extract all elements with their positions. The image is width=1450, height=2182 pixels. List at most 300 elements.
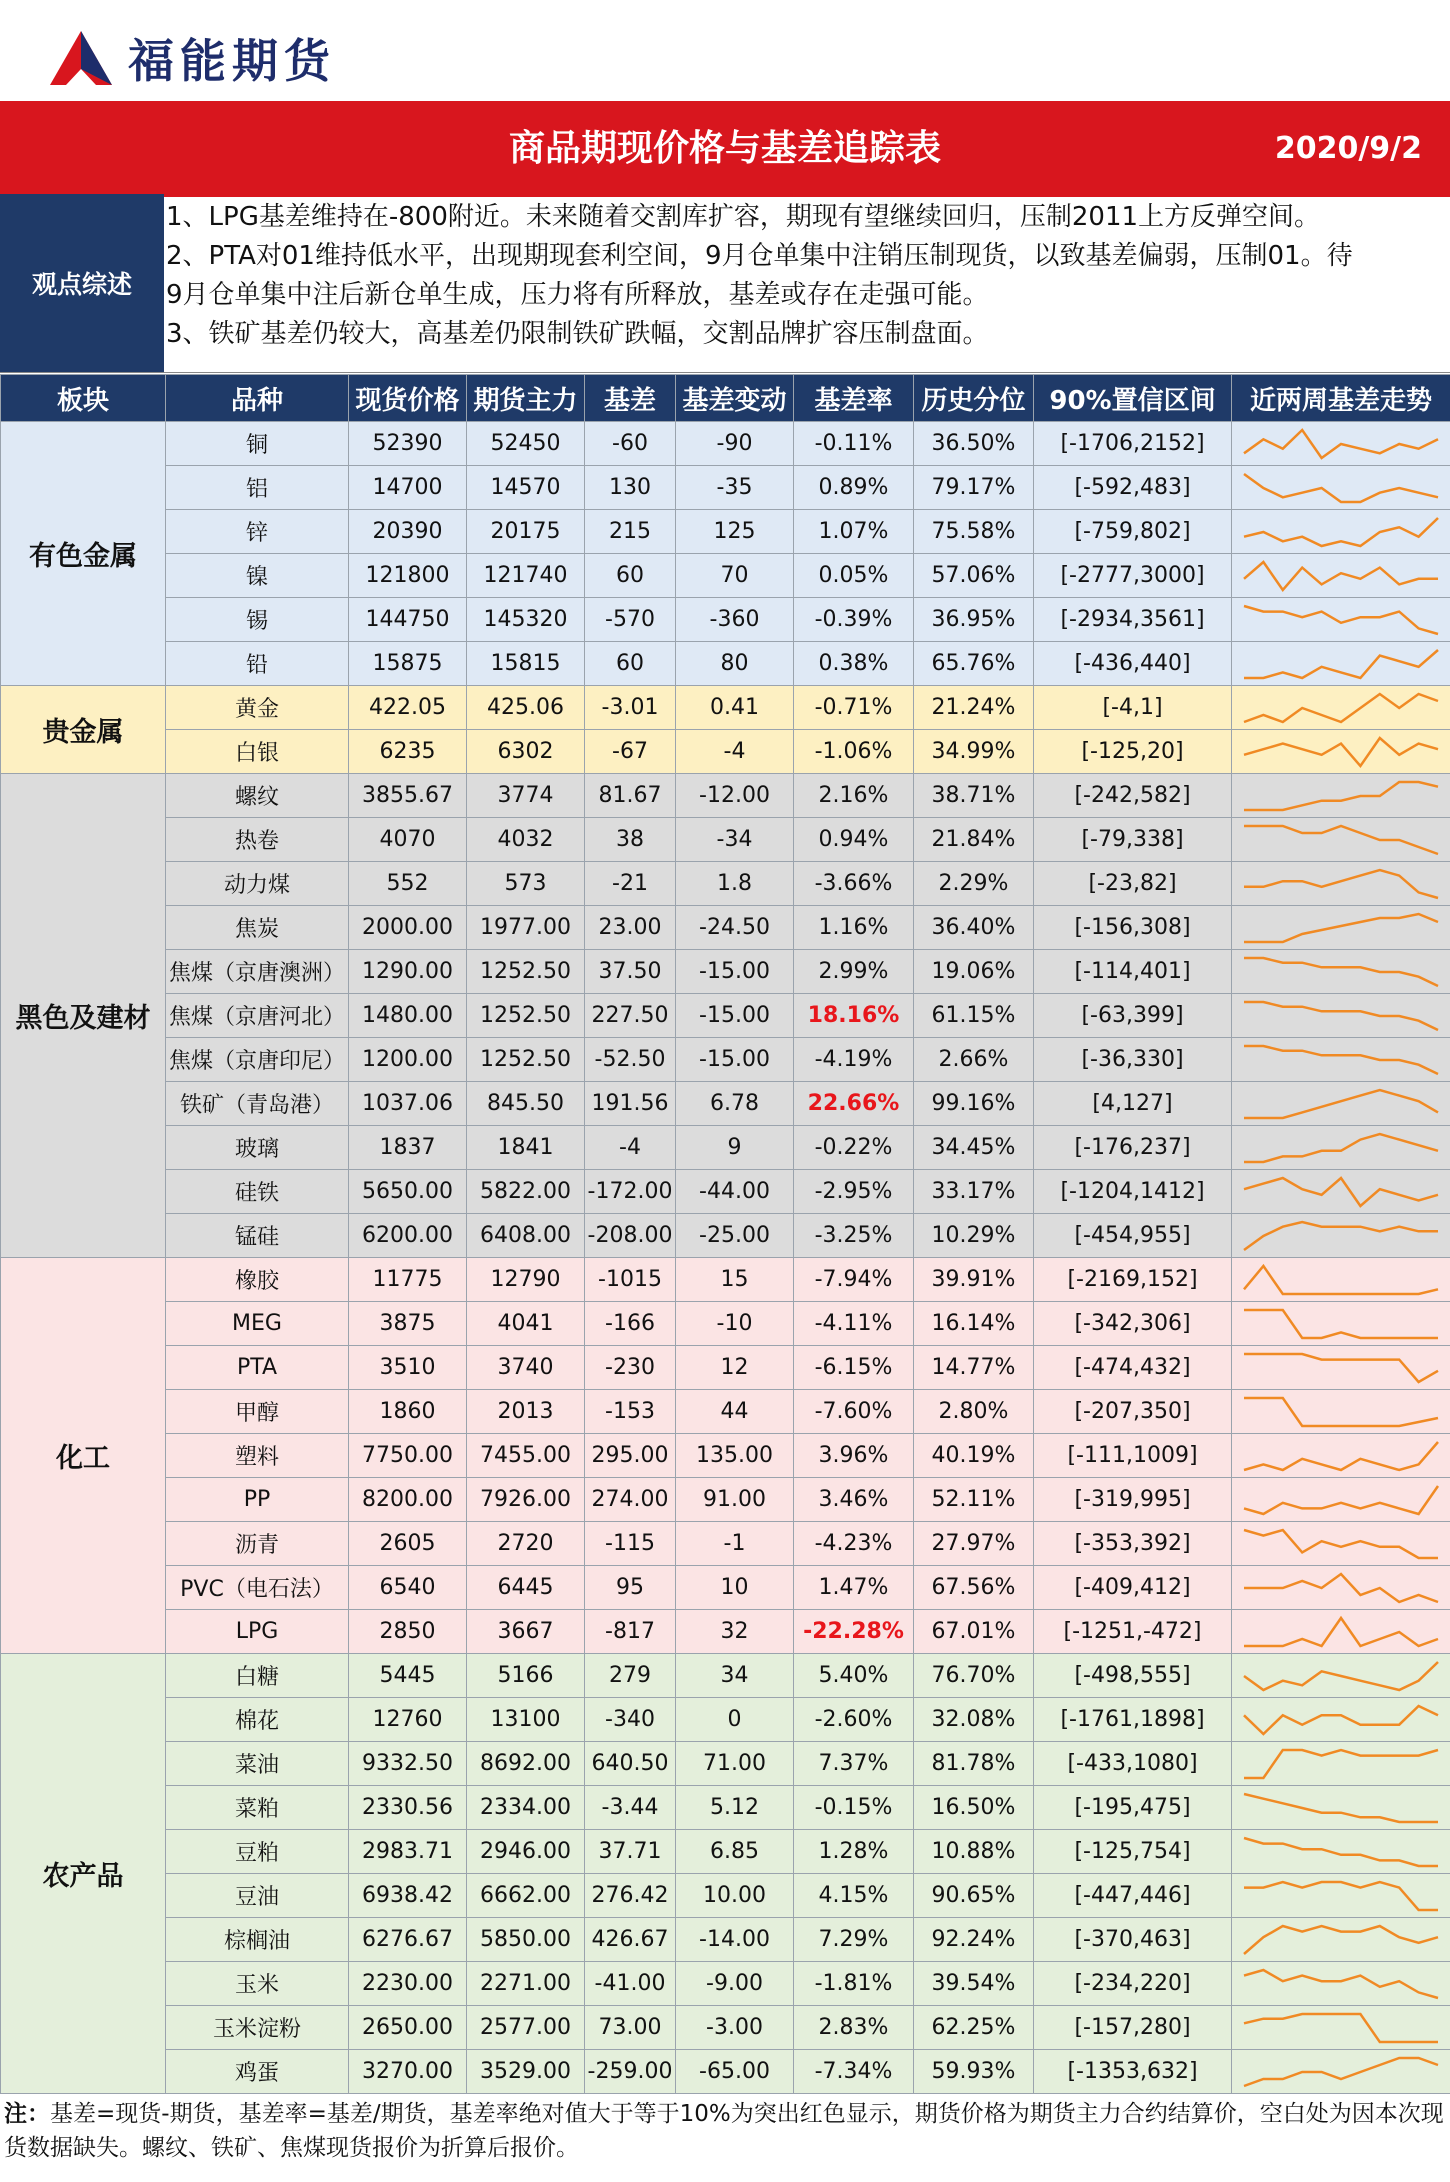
basis-trend-sparkline: [1240, 2054, 1442, 2090]
history-percentile: 57.06%: [914, 554, 1034, 598]
history-percentile: 67.56%: [914, 1566, 1034, 1610]
basis-trend-sparkline: [1240, 954, 1442, 990]
spot-price: 121800: [349, 554, 467, 598]
basis-trend-sparkline: [1240, 2010, 1442, 2046]
item-name: 镍: [166, 554, 349, 598]
trend-line: [1244, 2014, 1438, 2042]
spot-price: 3875: [349, 1302, 467, 1346]
basis-value: -208.00: [585, 1214, 676, 1258]
item-name: 白银: [166, 730, 349, 774]
item-name: 菜油: [166, 1742, 349, 1786]
basis-change: 6.85: [676, 1830, 794, 1874]
basis-trend-cell: [1232, 686, 1450, 730]
basis-trend-sparkline: [1240, 1042, 1442, 1078]
confidence-interval: [-242,582]: [1034, 774, 1232, 818]
basis-value: -60: [585, 422, 676, 466]
table-row: [1, 466, 1450, 510]
basis-rate: 22.66%: [794, 1082, 914, 1126]
trend-line: [1244, 1838, 1438, 1866]
basis-trend-cell: [1232, 730, 1450, 774]
confidence-interval: [-125,754]: [1034, 1830, 1232, 1874]
basis-trend-sparkline: [1240, 910, 1442, 946]
trend-line: [1244, 1926, 1438, 1954]
basis-change: -9.00: [676, 1962, 794, 2006]
spot-price: 8200.00: [349, 1478, 467, 1522]
basis-trend-cell: [1232, 1786, 1450, 1830]
basis-value: -172.00: [585, 1170, 676, 1214]
basis-rate: 1.16%: [794, 906, 914, 950]
basis-trend-cell: [1232, 1214, 1450, 1258]
basis-value: 426.67: [585, 1918, 676, 1962]
trend-line: [1244, 1178, 1438, 1206]
footnote-text: 基差=现货-期货，基差率=基差/期货，基差率绝对值大于等于10%为突出红色显示，期货价格为期货主力合约结算价，空白处为因本次现货数据缺失。螺纹、铁矿、焦煤现货报价为折算后报价。: [4, 2101, 1444, 2161]
basis-rate: 5.40%: [794, 1654, 914, 1698]
footnote: [4, 2097, 1444, 2165]
item-name: 棉花: [166, 1698, 349, 1742]
column-header: 近两周基差走势: [1232, 375, 1450, 422]
table-row: [1, 1874, 1450, 1918]
futures-price: 425.06: [467, 686, 585, 730]
confidence-interval: [-1761,1898]: [1034, 1698, 1232, 1742]
spot-price: 11775: [349, 1258, 467, 1302]
basis-rate: 2.99%: [794, 950, 914, 994]
spot-price: 2983.71: [349, 1830, 467, 1874]
spot-price: 422.05: [349, 686, 467, 730]
confidence-interval: [-2934,3561]: [1034, 598, 1232, 642]
basis-trend-sparkline: [1240, 646, 1442, 682]
futures-price: 3774: [467, 774, 585, 818]
item-name: 棕榈油: [166, 1918, 349, 1962]
history-percentile: 81.78%: [914, 1742, 1034, 1786]
basis-change: 80: [676, 642, 794, 686]
trend-line: [1244, 1662, 1438, 1690]
futures-price: 1252.50: [467, 950, 585, 994]
basis-trend-sparkline: [1240, 1658, 1442, 1694]
trend-line: [1244, 1618, 1438, 1646]
basis-trend-sparkline: [1240, 1614, 1442, 1650]
futures-price: 20175: [467, 510, 585, 554]
item-name: 铝: [166, 466, 349, 510]
history-percentile: 76.70%: [914, 1654, 1034, 1698]
basis-value: 38: [585, 818, 676, 862]
history-percentile: 39.54%: [914, 1962, 1034, 2006]
basis-change: -3.00: [676, 2006, 794, 2050]
basis-rate: 0.94%: [794, 818, 914, 862]
futures-price: 845.50: [467, 1082, 585, 1126]
spot-price: 2330.56: [349, 1786, 467, 1830]
basis-value: -166: [585, 1302, 676, 1346]
basis-value: -230: [585, 1346, 676, 1390]
confidence-interval: [-447,446]: [1034, 1874, 1232, 1918]
confidence-interval: [-498,555]: [1034, 1654, 1232, 1698]
summary-line: 1、LPG基差维持在-800附近。未来随着交割库扩容，期现有望继续回归，压制2011上方反弹空间。: [166, 202, 1321, 232]
basis-trend-sparkline: [1240, 998, 1442, 1034]
basis-trend-cell: [1232, 1874, 1450, 1918]
sector-name: 贵金属: [1, 686, 166, 774]
table-row: [1, 1038, 1450, 1082]
futures-price: 4041: [467, 1302, 585, 1346]
basis-value: 60: [585, 642, 676, 686]
brand-mountain-icon: [48, 29, 114, 87]
item-name: 硅铁: [166, 1170, 349, 1214]
trend-line: [1244, 474, 1438, 502]
item-name: 锰硅: [166, 1214, 349, 1258]
table-row: [1, 1434, 1450, 1478]
basis-trend-sparkline: [1240, 558, 1442, 594]
basis-value: -115: [585, 1522, 676, 1566]
basis-value: -153: [585, 1390, 676, 1434]
table-row: [1, 1610, 1450, 1654]
futures-price: 2720: [467, 1522, 585, 1566]
summary-section: [0, 194, 1450, 373]
basis-value: 274.00: [585, 1478, 676, 1522]
item-name: 鸡蛋: [166, 2050, 349, 2094]
trend-line: [1244, 1046, 1438, 1074]
basis-rate: -0.11%: [794, 422, 914, 466]
report-date: 2020/9/2: [1274, 131, 1422, 166]
item-name: PP: [166, 1478, 349, 1522]
spot-price: 6200.00: [349, 1214, 467, 1258]
confidence-interval: [-454,955]: [1034, 1214, 1232, 1258]
table-row: [1, 1742, 1450, 1786]
history-percentile: 52.11%: [914, 1478, 1034, 1522]
basis-rate: 2.83%: [794, 2006, 914, 2050]
spot-price: 5650.00: [349, 1170, 467, 1214]
item-name: 锌: [166, 510, 349, 554]
spot-price: 7750.00: [349, 1434, 467, 1478]
basis-rate: 0.38%: [794, 642, 914, 686]
basis-trend-sparkline: [1240, 778, 1442, 814]
history-percentile: 90.65%: [914, 1874, 1034, 1918]
confidence-interval: [-157,280]: [1034, 2006, 1232, 2050]
history-percentile: 10.29%: [914, 1214, 1034, 1258]
basis-trend-sparkline: [1240, 1086, 1442, 1122]
futures-price: 1252.50: [467, 994, 585, 1038]
basis-rate: -2.95%: [794, 1170, 914, 1214]
table-row: [1, 642, 1450, 686]
basis-trend-cell: [1232, 1126, 1450, 1170]
basis-trend-cell: [1232, 1258, 1450, 1302]
basis-value: 60: [585, 554, 676, 598]
table-row: [1, 1214, 1450, 1258]
basis-value: -3.44: [585, 1786, 676, 1830]
basis-change: 15: [676, 1258, 794, 1302]
column-header: 基差: [585, 375, 676, 422]
table-row: [1, 1566, 1450, 1610]
table-row: [1, 1830, 1450, 1874]
table-row: [1, 2050, 1450, 2094]
basis-change: 6.78: [676, 1082, 794, 1126]
basis-value: -41.00: [585, 1962, 676, 2006]
basis-rate: -1.06%: [794, 730, 914, 774]
history-percentile: 21.24%: [914, 686, 1034, 730]
history-percentile: 36.50%: [914, 422, 1034, 466]
basis-value: -21: [585, 862, 676, 906]
basis-change: -34: [676, 818, 794, 862]
table-row: [1, 818, 1450, 862]
trend-line: [1244, 650, 1438, 678]
spot-price: 1860: [349, 1390, 467, 1434]
history-percentile: 2.66%: [914, 1038, 1034, 1082]
trend-line: [1244, 738, 1438, 766]
column-header: 基差变动: [676, 375, 794, 422]
item-name: 玉米淀粉: [166, 2006, 349, 2050]
trend-line: [1244, 430, 1438, 458]
confidence-interval: [-474,432]: [1034, 1346, 1232, 1390]
basis-trend-sparkline: [1240, 1746, 1442, 1782]
basis-trend-cell: [1232, 1038, 1450, 1082]
history-percentile: 59.93%: [914, 2050, 1034, 2094]
spot-price: 52390: [349, 422, 467, 466]
trend-line: [1244, 1442, 1438, 1470]
spot-price: 1837: [349, 1126, 467, 1170]
futures-price: 4032: [467, 818, 585, 862]
futures-price: 3667: [467, 1610, 585, 1654]
confidence-interval: [-1204,1412]: [1034, 1170, 1232, 1214]
confidence-interval: [-156,308]: [1034, 906, 1232, 950]
trend-line: [1244, 1530, 1438, 1558]
confidence-interval: [-370,463]: [1034, 1918, 1232, 1962]
futures-price: 5850.00: [467, 1918, 585, 1962]
futures-price: 1252.50: [467, 1038, 585, 1082]
basis-rate: 3.46%: [794, 1478, 914, 1522]
basis-value: 279: [585, 1654, 676, 1698]
item-name: 沥青: [166, 1522, 349, 1566]
basis-trend-sparkline: [1240, 1174, 1442, 1210]
history-percentile: 16.50%: [914, 1786, 1034, 1830]
table-row: [1, 730, 1450, 774]
basis-trend-cell: [1232, 1610, 1450, 1654]
confidence-interval: [-114,401]: [1034, 950, 1232, 994]
basis-rate: -7.94%: [794, 1258, 914, 1302]
confidence-interval: [-23,82]: [1034, 862, 1232, 906]
basis-rate: 1.47%: [794, 1566, 914, 1610]
basis-value: 227.50: [585, 994, 676, 1038]
item-name: 焦煤（京唐印尼）: [166, 1038, 349, 1082]
basis-change: -65.00: [676, 2050, 794, 2094]
item-name: 玉米: [166, 1962, 349, 2006]
history-percentile: 38.71%: [914, 774, 1034, 818]
basis-trend-sparkline: [1240, 1878, 1442, 1914]
page-title: 商品期现价格与基差追踪表: [508, 128, 941, 169]
spot-price: 14700: [349, 466, 467, 510]
table-row: [1, 906, 1450, 950]
table-row: [1, 2006, 1450, 2050]
trend-line: [1244, 606, 1438, 634]
item-name: 玻璃: [166, 1126, 349, 1170]
basis-trend-sparkline: [1240, 1218, 1442, 1254]
confidence-interval: [-759,802]: [1034, 510, 1232, 554]
table-row: [1, 1346, 1450, 1390]
basis-trend-cell: [1232, 1698, 1450, 1742]
futures-price: 5166: [467, 1654, 585, 1698]
confidence-interval: [-63,399]: [1034, 994, 1232, 1038]
basis-change: 135.00: [676, 1434, 794, 1478]
basis-rate: -0.39%: [794, 598, 914, 642]
basis-change: -44.00: [676, 1170, 794, 1214]
basis-trend-sparkline: [1240, 1350, 1442, 1386]
item-name: 焦炭: [166, 906, 349, 950]
basis-trend-sparkline: [1240, 1834, 1442, 1870]
brand-name: 福能期货: [128, 34, 336, 88]
trend-line: [1244, 870, 1438, 898]
basis-trend-sparkline: [1240, 1262, 1442, 1298]
basis-change: 12: [676, 1346, 794, 1390]
basis-change: -360: [676, 598, 794, 642]
table-row: [1, 1390, 1450, 1434]
basis-rate: 0.89%: [794, 466, 914, 510]
spot-price: 144750: [349, 598, 467, 642]
confidence-interval: [-125,20]: [1034, 730, 1232, 774]
history-percentile: 34.99%: [914, 730, 1034, 774]
column-header: 现货价格: [349, 375, 467, 422]
confidence-interval: [-2777,3000]: [1034, 554, 1232, 598]
futures-price: 7926.00: [467, 1478, 585, 1522]
spot-price: 1290.00: [349, 950, 467, 994]
spot-price: 20390: [349, 510, 467, 554]
trend-line: [1244, 1002, 1438, 1030]
basis-table: [0, 374, 1450, 2094]
basis-change: 34: [676, 1654, 794, 1698]
table-header-row: [1, 375, 1450, 422]
futures-price: 1977.00: [467, 906, 585, 950]
futures-price: 15815: [467, 642, 585, 686]
basis-rate: 7.29%: [794, 1918, 914, 1962]
history-percentile: 75.58%: [914, 510, 1034, 554]
spot-price: 3270.00: [349, 2050, 467, 2094]
table-row: [1, 1170, 1450, 1214]
basis-trend-cell: [1232, 1830, 1450, 1874]
table-row: [1, 1082, 1450, 1126]
basis-rate: -2.60%: [794, 1698, 914, 1742]
confidence-interval: [-2169,152]: [1034, 1258, 1232, 1302]
item-name: 甲醇: [166, 1390, 349, 1434]
basis-change: -24.50: [676, 906, 794, 950]
basis-trend-cell: [1232, 1082, 1450, 1126]
trend-line: [1244, 2058, 1438, 2086]
confidence-interval: [-4,1]: [1034, 686, 1232, 730]
confidence-interval: [-176,237]: [1034, 1126, 1232, 1170]
column-header: 历史分位: [914, 375, 1034, 422]
basis-trend-cell: [1232, 2050, 1450, 2094]
basis-value: 23.00: [585, 906, 676, 950]
item-name: 热卷: [166, 818, 349, 862]
table-row: [1, 1698, 1450, 1742]
basis-rate: -3.25%: [794, 1214, 914, 1258]
basis-change: -15.00: [676, 994, 794, 1038]
basis-change: -1: [676, 1522, 794, 1566]
confidence-interval: [-207,350]: [1034, 1390, 1232, 1434]
table-row: [1, 1962, 1450, 2006]
basis-value: -3.01: [585, 686, 676, 730]
basis-trend-cell: [1232, 1390, 1450, 1434]
table-row: [1, 510, 1450, 554]
basis-change: 70: [676, 554, 794, 598]
history-percentile: 36.95%: [914, 598, 1034, 642]
trend-line: [1244, 1090, 1438, 1118]
basis-trend-cell: [1232, 466, 1450, 510]
history-percentile: 21.84%: [914, 818, 1034, 862]
column-header: 板块: [1, 375, 166, 422]
history-percentile: 10.88%: [914, 1830, 1034, 1874]
basis-trend-cell: [1232, 818, 1450, 862]
table-row: [1, 1258, 1450, 1302]
item-name: PTA: [166, 1346, 349, 1390]
history-percentile: 61.15%: [914, 994, 1034, 1038]
spot-price: 2230.00: [349, 1962, 467, 2006]
summary-line: 3、铁矿基差仍较大，高基差仍限制铁矿跌幅，交割品牌扩容压制盘面。: [166, 319, 989, 349]
item-name: 螺纹: [166, 774, 349, 818]
trend-line: [1244, 562, 1438, 590]
spot-price: 3855.67: [349, 774, 467, 818]
summary-label: 观点综述: [0, 194, 164, 372]
item-name: 动力煤: [166, 862, 349, 906]
history-percentile: 2.29%: [914, 862, 1034, 906]
basis-change: 0.41: [676, 686, 794, 730]
basis-trend-sparkline: [1240, 514, 1442, 550]
trend-line: [1244, 1794, 1438, 1822]
item-name: MEG: [166, 1302, 349, 1346]
history-percentile: 65.76%: [914, 642, 1034, 686]
basis-trend-cell: [1232, 422, 1450, 466]
basis-rate: -4.11%: [794, 1302, 914, 1346]
basis-trend-cell: [1232, 1522, 1450, 1566]
futures-price: 3529.00: [467, 2050, 585, 2094]
basis-value: -570: [585, 598, 676, 642]
history-percentile: 79.17%: [914, 466, 1034, 510]
basis-trend-cell: [1232, 862, 1450, 906]
basis-trend-sparkline: [1240, 1570, 1442, 1606]
basis-rate: -0.71%: [794, 686, 914, 730]
basis-trend-sparkline: [1240, 1482, 1442, 1518]
futures-price: 121740: [467, 554, 585, 598]
table-row: [1, 994, 1450, 1038]
trend-line: [1244, 1134, 1438, 1162]
basis-trend-cell: [1232, 1742, 1450, 1786]
futures-price: 1841: [467, 1126, 585, 1170]
brand-logo: [48, 22, 336, 94]
history-percentile: 16.14%: [914, 1302, 1034, 1346]
basis-trend-cell: [1232, 906, 1450, 950]
confidence-interval: [-342,306]: [1034, 1302, 1232, 1346]
futures-price: 145320: [467, 598, 585, 642]
basis-trend-cell: [1232, 1962, 1450, 2006]
basis-value: -1015: [585, 1258, 676, 1302]
trend-line: [1244, 1310, 1438, 1338]
item-name: 焦煤（京唐澳洲）: [166, 950, 349, 994]
item-name: LPG: [166, 1610, 349, 1654]
basis-value: -4: [585, 1126, 676, 1170]
basis-rate: 1.28%: [794, 1830, 914, 1874]
spot-price: 1480.00: [349, 994, 467, 1038]
history-percentile: 67.01%: [914, 1610, 1034, 1654]
confidence-interval: [-436,440]: [1034, 642, 1232, 686]
trend-line: [1244, 694, 1438, 722]
basis-rate: -0.15%: [794, 1786, 914, 1830]
basis-rate: 7.37%: [794, 1742, 914, 1786]
basis-change: -4: [676, 730, 794, 774]
basis-change: 125: [676, 510, 794, 554]
basis-trend-cell: [1232, 642, 1450, 686]
trend-line: [1244, 782, 1438, 810]
basis-value: -817: [585, 1610, 676, 1654]
basis-trend-cell: [1232, 1170, 1450, 1214]
basis-rate: 1.07%: [794, 510, 914, 554]
confidence-interval: [-319,995]: [1034, 1478, 1232, 1522]
item-name: PVC（电石法）: [166, 1566, 349, 1610]
basis-rate: -4.19%: [794, 1038, 914, 1082]
basis-trend-sparkline: [1240, 426, 1442, 462]
